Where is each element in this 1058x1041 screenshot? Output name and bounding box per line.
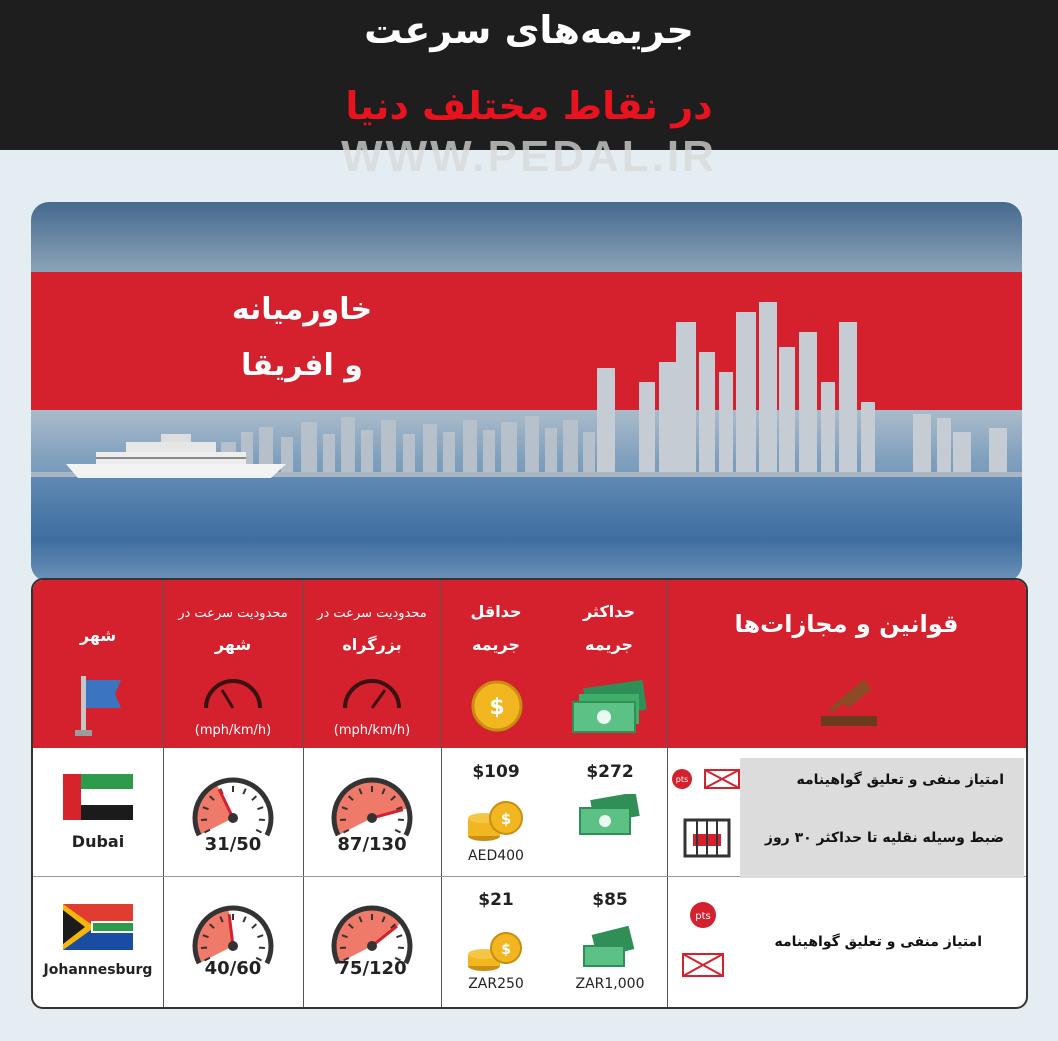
region-title: [202, 282, 402, 394]
speedometer-icon: [337, 668, 407, 714]
gauge-hub: [367, 813, 377, 823]
pts-icon: [683, 900, 723, 930]
min-fine-usd: $21: [478, 890, 514, 910]
gauge-tick: [257, 807, 263, 809]
watermark: WWW.PEDAL.IR: [341, 132, 717, 181]
region-line2: و افریقا: [241, 348, 363, 383]
highway-speed-gauge: [324, 770, 420, 840]
gauge-hub: [228, 941, 238, 951]
header-min-fine-line2: جریمه: [472, 635, 520, 654]
min-fine-local: ZAR250: [468, 976, 524, 992]
max-fine-usd: $272: [586, 762, 634, 782]
speedometer-icon: [198, 668, 268, 714]
gauge-tick: [256, 830, 261, 833]
header-city-speed-big: شهر: [214, 635, 252, 654]
gauge-tick: [257, 935, 263, 937]
svg-text:$: $: [501, 942, 511, 958]
city-name: Dubai: [71, 832, 125, 851]
header-highway-big: بزرگراه: [342, 635, 402, 654]
min-fine-usd: $109: [472, 762, 520, 782]
gauge-tick: [396, 935, 402, 937]
rule-text: امتیاز منفی و تعلیق گواهینامه: [774, 934, 982, 950]
coin-icon: [471, 680, 523, 732]
gauge-hub: [228, 813, 238, 823]
gauge-hub: [367, 941, 377, 951]
city-speed-value: 31/50: [204, 834, 262, 855]
svg-text:$: $: [489, 695, 505, 720]
region-line1: خاورمیانه: [231, 292, 373, 327]
city-speed-value: 40/60: [204, 958, 262, 979]
flag-icon: [71, 672, 131, 738]
header-city-speed: [163, 580, 303, 748]
max-fine-local: ZAR1,000: [575, 976, 645, 992]
min-fine-local: AED400: [468, 848, 524, 864]
hero-banner: [31, 202, 1022, 582]
license-cancel-icon: [681, 952, 725, 978]
header-city: [33, 580, 163, 748]
page-subtitle: در نقاط مختلف دنیا: [345, 84, 713, 128]
header-min-fine-line1: حداقل: [470, 602, 522, 621]
header-unit: (mph/km/h): [194, 723, 272, 738]
cash-icon: [569, 680, 649, 736]
highway-speed-value: 75/120: [337, 958, 407, 979]
header-highway-speed: [303, 580, 441, 748]
header-max-fine: [551, 580, 667, 748]
pts-icon: [671, 768, 743, 790]
fines-table: [31, 578, 1028, 1009]
coins-stack-icon: [466, 792, 526, 844]
page-title: جریمه‌های سرعت: [364, 8, 694, 52]
gauge-tick: [252, 924, 256, 928]
header-max-fine-line1: حداکثر: [582, 602, 636, 621]
bills-icon: [576, 794, 642, 838]
header-unit: (mph/km/h): [333, 723, 411, 738]
max-fine-usd: $85: [592, 890, 628, 910]
gauge-tick: [395, 830, 400, 833]
gauge-tick: [243, 917, 245, 923]
rule-text: امتیاز منفی و تعلیق گواهینامه: [796, 772, 1004, 788]
uae-flag: [63, 774, 133, 820]
header-rules-label: قوانین و مجازات‌ها: [734, 610, 959, 638]
city-speed-gauge: [185, 770, 281, 840]
gauge-tick: [252, 796, 256, 800]
header-rules: [667, 580, 1026, 748]
pts-label: pts: [675, 775, 689, 784]
gauge-fill: [197, 910, 233, 962]
svg-text:$: $: [500, 810, 512, 828]
car-impound-icon: [683, 818, 731, 858]
header-city-speed-small: محدودیت سرعت در: [178, 606, 288, 621]
gavel-icon: [813, 676, 883, 730]
highway-speed-value: 87/130: [337, 834, 407, 855]
bill-icon: [578, 926, 638, 968]
rule-text: ضبط وسیله نقلیه تا حداکثر ۳۰ روز: [764, 830, 1004, 846]
city-name: Johannesburg: [43, 962, 153, 978]
header-max-fine-line2: جریمه: [585, 635, 633, 654]
header-min-fine: [441, 580, 551, 748]
ship-image: [66, 434, 286, 478]
pts-label: pts: [695, 911, 711, 922]
header-highway-small: محدودیت سرعت در: [317, 606, 427, 621]
water: [31, 477, 1022, 582]
gauge-tick: [243, 789, 245, 795]
coins-stack-icon: [466, 928, 526, 972]
header-city-label: شهر: [79, 626, 117, 645]
south-africa-flag: [63, 904, 133, 950]
